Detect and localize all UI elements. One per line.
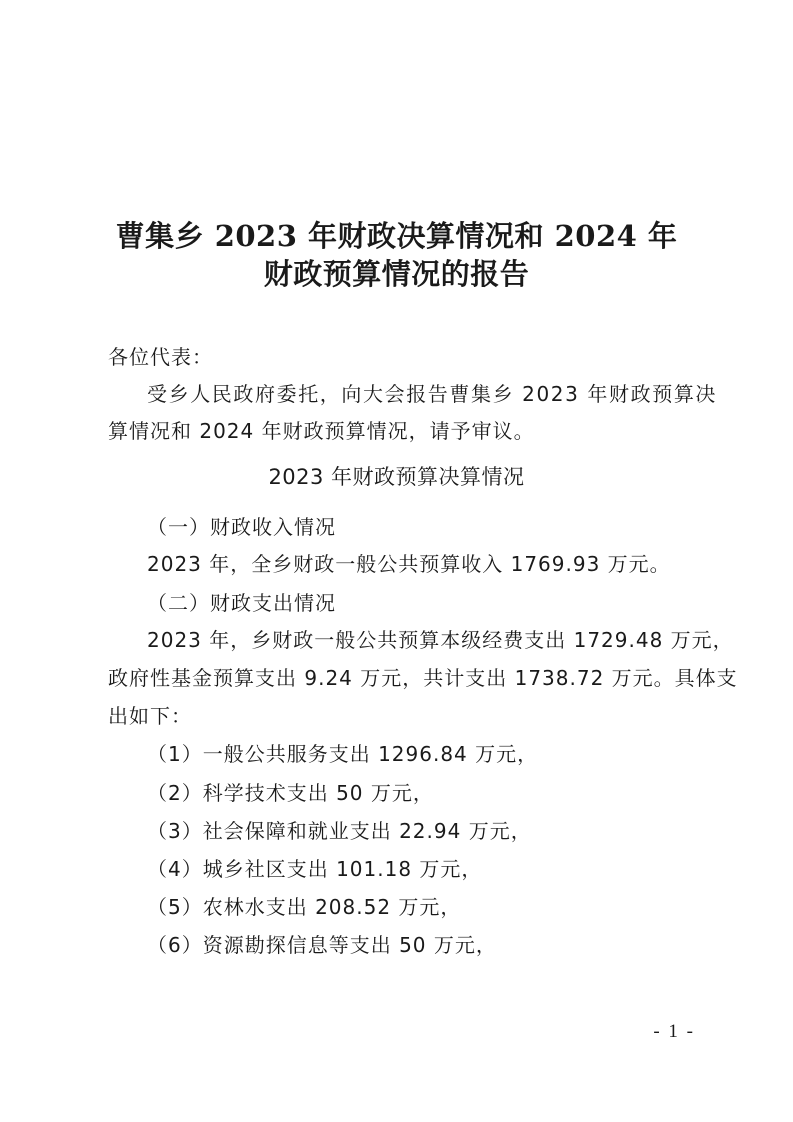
revenue-paragraph: 2023 年，全乡财政一般公共预算收入 1769.93 万元。 xyxy=(147,552,671,576)
expenditure-item: （6）资源勘探信息等支出 50 万元， xyxy=(147,933,497,957)
expenditure-item: （5）农林水支出 208.52 万元， xyxy=(147,895,462,919)
expenditure-paragraph-line1: 2023 年，乡财政一般公共预算本级经费支出 1729.48 万元， xyxy=(147,628,734,652)
report-title-line2: 财政预算情况的报告 xyxy=(263,257,530,291)
expenditure-paragraph-line2: 政府性基金预算支出 9.24 万元，共计支出 1738.72 万元。具体支 xyxy=(108,666,738,690)
expenditure-paragraph-line3: 出如下： xyxy=(108,704,192,728)
section-heading: 2023 年财政预算决算情况 xyxy=(268,465,525,489)
expenditure-item: （2）科学技术支出 50 万元， xyxy=(147,781,434,805)
expenditure-heading: （二）财政支出情况 xyxy=(147,591,336,615)
intro-paragraph-line2: 算情况和 2024 年财政预算情况，请予审议。 xyxy=(108,419,535,443)
revenue-heading: （一）财政收入情况 xyxy=(147,515,336,539)
expenditure-item: （1）一般公共服务支出 1296.84 万元， xyxy=(147,742,539,766)
salutation: 各位代表： xyxy=(108,345,213,369)
expenditure-item: （4）城乡社区支出 101.18 万元， xyxy=(147,857,483,881)
intro-paragraph-line1: 受乡人民政府委托，向大会报告曹集乡 2023 年财政预算决 xyxy=(147,382,718,406)
page-number: - 1 - xyxy=(653,1021,695,1042)
expenditure-item: （3）社会保障和就业支出 22.94 万元， xyxy=(147,819,532,843)
report-title-line1: 曹集乡 2023 年财政决算情况和 2024 年 xyxy=(115,219,678,253)
